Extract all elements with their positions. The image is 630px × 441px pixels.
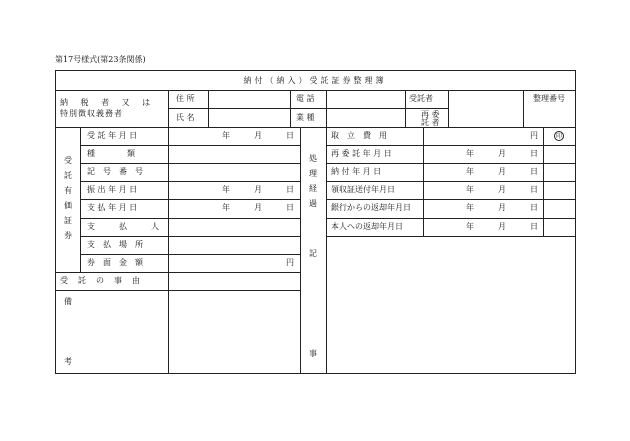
row-value: 年 月 日 (222, 203, 294, 212)
row-value: 年 月 日 (222, 131, 294, 140)
row-label: 領収証送付年月日 (331, 185, 395, 194)
row-label: 取 立 費 用 (331, 131, 387, 140)
address-label: 住 所 (176, 94, 195, 103)
row-label: 支 払 人 (87, 222, 159, 231)
row-value: 年 月 日 (466, 222, 538, 231)
business-label: 業 種 (296, 113, 315, 122)
trustee-label: 受託者 (409, 94, 433, 103)
remarks-label-top: 備 (64, 297, 72, 306)
group-label-char: 受 (64, 156, 72, 165)
reason-label: 受 託 の 事 由 (60, 276, 141, 285)
reentrust-label-line2: 託 者 (421, 118, 440, 127)
form-number-label: 第17号様式(第23条関係) (55, 55, 146, 64)
row-label: 支 払 場 所 (87, 240, 143, 249)
group-label-char: 理 (309, 169, 317, 178)
row-label: 銀行からの返却年月日 (331, 203, 411, 212)
payer-label-line2: 特別徴収義務者 (60, 109, 123, 118)
row-label: 券 面 金 額 (87, 258, 143, 267)
row-value: 年 月 日 (466, 203, 538, 212)
phone-label: 電 話 (296, 94, 315, 103)
name-label: 氏 名 (176, 113, 195, 122)
remarks-label-bottom: 考 (64, 357, 72, 366)
form-title: 納付（納入）受託証券整理簿 (243, 76, 387, 85)
group-label-char: 過 (309, 199, 317, 208)
row-value: 円 (530, 131, 538, 140)
row-label: 記 号 番 号 (87, 167, 143, 176)
group-label-char: 証 (64, 216, 72, 225)
seal-mark: 印 (555, 133, 562, 140)
row-value: 年 月 日 (466, 167, 538, 176)
group-label-char: 有 (64, 186, 72, 195)
row-value: 年 月 日 (466, 149, 538, 158)
group-label-char: 処 (309, 154, 317, 163)
group-label-char: 券 (64, 231, 72, 240)
notes-label-bottom: 事 (309, 349, 317, 358)
payer-label-line1: 納 税 者 又 は (60, 98, 156, 107)
row-value: 年 月 日 (222, 185, 294, 194)
row-value: 年 月 日 (466, 185, 538, 194)
group-label-char: 経 (309, 184, 317, 193)
row-value: 円 (286, 258, 294, 267)
row-label: 種 類 (87, 149, 135, 158)
row-label: 振 出 年 月 日 (87, 185, 138, 194)
group-label-char: 託 (64, 171, 72, 180)
notes-label-top: 記 (309, 249, 317, 258)
reentrust-label-line1: 再 委 (421, 110, 440, 119)
row-label: 支 払 年 月 日 (87, 203, 138, 212)
row-label: 受 託 年 月 日 (87, 131, 138, 140)
reference-number-label: 整理番号 (533, 94, 565, 103)
group-label-char: 価 (64, 201, 72, 210)
row-label: 納 付 年 月 日 (331, 167, 382, 176)
row-label: 本人への返却年月日 (331, 222, 403, 231)
row-label: 再 委 託 年 月 日 (331, 149, 392, 158)
